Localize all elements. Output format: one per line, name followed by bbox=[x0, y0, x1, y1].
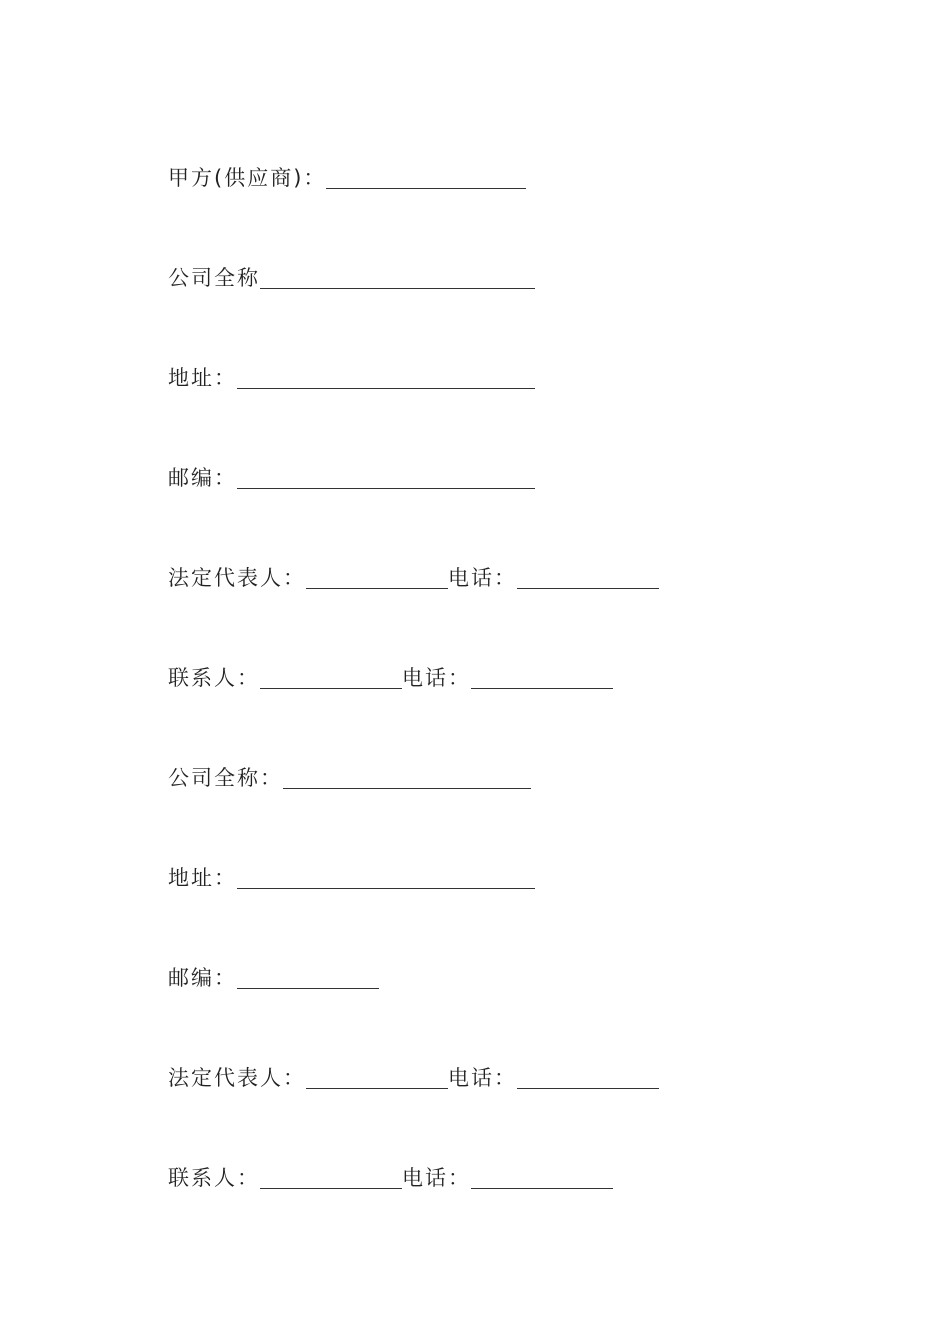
buyer-postcode-blank[interactable] bbox=[237, 968, 379, 989]
supplier-company-blank[interactable] bbox=[260, 268, 535, 289]
buyer-postcode-row bbox=[168, 965, 379, 991]
supplier-company-label: 公司全称 bbox=[168, 266, 260, 290]
supplier-party-label: 甲方(供应商)： bbox=[168, 166, 327, 190]
supplier-contact-row bbox=[168, 665, 613, 691]
supplier-legal-rep-blank[interactable] bbox=[306, 568, 448, 589]
buyer-contact-phone-blank[interactable] bbox=[471, 1168, 613, 1189]
buyer-company-blank[interactable] bbox=[283, 768, 531, 789]
buyer-contact-blank[interactable] bbox=[260, 1168, 402, 1189]
supplier-address-blank[interactable] bbox=[237, 368, 535, 389]
buyer-contact-label: 联系人： bbox=[168, 1166, 260, 1190]
supplier-legal-rep-row bbox=[168, 565, 659, 591]
buyer-legal-rep-phone-label: 电话： bbox=[448, 1066, 517, 1090]
buyer-postcode-label: 邮编： bbox=[168, 966, 237, 990]
supplier-contact-blank[interactable] bbox=[260, 668, 402, 689]
supplier-address-label: 地址： bbox=[168, 366, 237, 390]
supplier-postcode-row bbox=[168, 465, 535, 491]
supplier-contact-label: 联系人： bbox=[168, 666, 260, 690]
supplier-contact-phone-blank[interactable] bbox=[471, 668, 613, 689]
buyer-address-blank[interactable] bbox=[237, 868, 535, 889]
buyer-legal-rep-blank[interactable] bbox=[306, 1068, 448, 1089]
supplier-postcode-label: 邮编： bbox=[168, 466, 237, 490]
buyer-address-row bbox=[168, 865, 535, 891]
supplier-legal-rep-phone-blank[interactable] bbox=[517, 568, 659, 589]
buyer-contact-row bbox=[168, 1165, 613, 1191]
supplier-party-blank[interactable] bbox=[326, 168, 526, 189]
supplier-legal-rep-label: 法定代表人： bbox=[168, 566, 306, 590]
buyer-address-label: 地址： bbox=[168, 866, 237, 890]
supplier-contact-phone-label: 电话： bbox=[402, 666, 471, 690]
buyer-company-label: 公司全称： bbox=[168, 766, 283, 790]
supplier-postcode-blank[interactable] bbox=[237, 468, 535, 489]
supplier-legal-rep-phone-label: 电话： bbox=[448, 566, 517, 590]
buyer-company-row bbox=[168, 765, 531, 791]
supplier-party-row bbox=[168, 165, 526, 191]
buyer-contact-phone-label: 电话： bbox=[402, 1166, 471, 1190]
buyer-legal-rep-row bbox=[168, 1065, 659, 1091]
supplier-company-row bbox=[168, 265, 535, 291]
buyer-legal-rep-phone-blank[interactable] bbox=[517, 1068, 659, 1089]
supplier-address-row bbox=[168, 365, 535, 391]
buyer-legal-rep-label: 法定代表人： bbox=[168, 1066, 306, 1090]
